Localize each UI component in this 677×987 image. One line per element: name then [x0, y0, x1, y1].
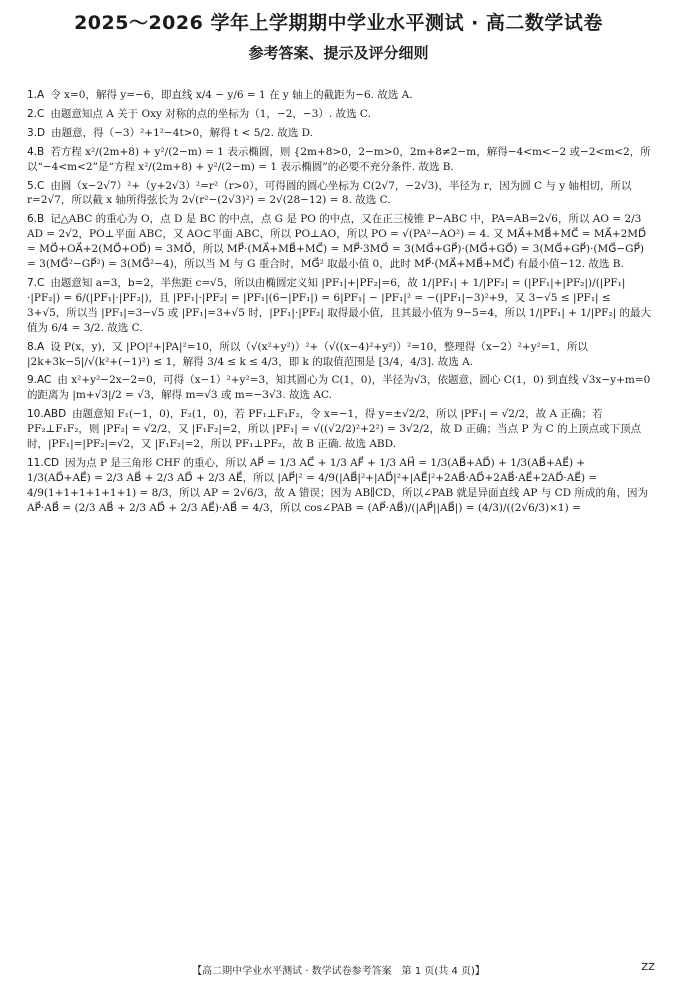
- answer-text: 由题意，得（−3）²+1²−4t>0，解得 t < 5/2. 故选 D.: [51, 126, 313, 139]
- answer-item: [27, 407, 652, 452]
- answer-text: 记△ABC 的重心为 O，点 D 是 BC 的中点，点 G 是 PO 的中点，又在正三棱锥 P−ABC 中，PA=AB=2√6，所以 AO = 2/3 AD = 2√2，PO⊥平面 ABC，又 AO⊂平面 ABC，所以 PO⊥AO，所以 PO = √(PA²−AO²) = 4. 又 MA⃗+MB⃗+MC⃗ = MA⃗+2MD⃗ = MO⃗+OA⃗+2(MO⃗+OD⃗) = 3MO⃗，所以 MP⃗·(MA⃗+MB⃗+MC⃗) = MP⃗·3MO⃗ = 3(MG⃗+GP⃗)·(MG⃗+GO⃗) = 3(MG⃗+GP⃗)·(MG⃗−GP⃗) = 3(MG⃗²−GP⃗²) = 3(MG⃗²−4)，所以当 M 与 G 重合时，MG⃗² 取最小值 0，此时 MP⃗·(MA⃗+MB⃗+MC⃗) 有最小值−12. 故选 B.: [27, 213, 647, 271]
- answer-text: 由题意知点 A 关于 Oxy 对称的点的坐标为（1，−2，−3）. 故选 C.: [50, 107, 371, 120]
- page-subtitle: 参考答案、提示及评分细则: [248, 44, 429, 62]
- page-footer: 【高二期中学业水平测试 · 数学试卷参考答案 第 1 页(共 4 页)】: [192, 966, 485, 977]
- answer-label: 10.ABD: [27, 408, 67, 421]
- answer-text: 若方程 x²/(2m+8) + y²/(2−m) = 1 表示椭圆，则 {2m+8>0，2−m>0，2m+8≠2−m，解得−4<m<−2 或−2<m<2，所以“−4<m<2”是“方程 x²/(2m+8) + y²/(2−m) = 1 表示椭圆”的必要不充分条件. 故选 B.: [27, 145, 651, 173]
- answer-label: 7.C: [27, 276, 45, 289]
- answer-label: 6.B: [27, 213, 45, 226]
- answer-text: 由题意知 a=3，b=2，半焦距 c=√5，所以由椭圆定义知 |PF₁|+|PF₂|=6，故 1/|PF₁| + 1/|PF₂| = (|PF₁|+|PF₂|)/(|PF₁|·|PF₂|) = 6/(|PF₁|·|PF₂|)，且 |PF₁|·|PF₂| = |PF₁|(6−|PF₁|) = 6|PF₁| − |PF₁|² = −(|PF₁|−3)²+9，又 3−√5 ≤ |PF₁| ≤ 3+√5，所以当 |PF₁|=3−√5 或 |PF₁|=3+√5 时，|PF₁|·|PF₂| 取得最小值，且其最小值为 9−5=4，所以 1/|PF₁| + 1/|PF₂| 的最大值为 6/4 = 3/2. 故选 C.: [27, 276, 652, 334]
- answer-item: [27, 373, 652, 403]
- answer-label: 9.AC: [27, 374, 52, 387]
- answer-label: 11.CD: [27, 456, 60, 469]
- answer-item: [27, 88, 652, 103]
- footer-code: ZZ: [641, 962, 655, 973]
- answer-text: 由 x²+y²−2x−2=0，可得（x−1）²+y²=3，知其圆心为 C(1，0)，半径为√3，依题意，圆心 C(1，0) 到直线 √3x−y+m=0 的距离为 |m+√3|/2 = √3，解得 m=√3 或 m=−3√3. 故选 AC.: [27, 374, 651, 402]
- answer-text: 由题意知 F₁(−1，0)，F₂(1，0)，若 PF₁⊥F₁F₂，令 x=−1，得 y=±√2/2，所以 |PF₁| = √2/2，故 A 正确；若 PF₂⊥F₁F₂，则 |PF₂| = √2/2，又 |F₁F₂|=2，所以 |PF₁| = √((√2/2)²+2²) = 3√2/2，故 D 正确；当点 P 为 C 的上顶点或下顶点时，|PF₁|=|PF₂|=√2，又 |F₁F₂|=2，所以 PF₁⊥PF₂，故 B 正确. 故选 ABD.: [27, 408, 642, 451]
- answer-item: [27, 212, 652, 272]
- answer-item: [27, 126, 652, 141]
- answer-label: 8.A: [27, 340, 45, 353]
- answer-label: 2.C: [27, 107, 45, 120]
- page-title: 2025～2026 学年上学期期中学业水平测试 · 高二数学试卷: [74, 12, 603, 34]
- answer-label: 3.D: [27, 126, 46, 139]
- answer-item: [27, 340, 652, 370]
- answer-item: [27, 456, 652, 516]
- answer-text: 设 P(x，y)，又 |PO|²+|PA|²=10，所以（√(x²+y²)）²+（√((x−4)²+y²)）²=10，整理得（x−2）²+y²=1，所以 |2k+3k−5|/√(k²+(−1)²) ≤ 1，解得 3/4 ≤ k ≤ 4/3，即 k 的取值范围是 [3/4，4/3]. 故选 A.: [27, 340, 588, 368]
- answer-label: 5.C: [27, 179, 45, 192]
- answer-item: [27, 179, 652, 209]
- answer-label: 4.B: [27, 145, 45, 158]
- answer-text: 因为点 P 是三角形 CHF 的重心，所以 AP⃗ = 1/3 AC⃗ + 1/3 AF⃗ + 1/3 AH⃗ = 1/3(AB⃗+AD⃗) + 1/3(AB⃗+AE⃗) + 1/3(AD⃗+AE⃗) = 2/3 AB⃗ + 2/3 AD⃗ + 2/3 AE⃗，所以 |AP⃗|² = 4/9(|AB⃗|²+|AD⃗|²+|AE⃗|²+2AB⃗·AD⃗+2AB⃗·AE⃗+2AD⃗·AE⃗) = 4/9(1+1+1+1+1+1) = 8/3，所以 AP = 2√6/3，故 A 错误；因为 AB∥CD，所以∠PAB 就是异面直线 AP 与 CD 所成的角，因为 AP⃗·AB⃗ = (2/3 AB⃗ + 2/3 AD⃗ + 2/3 AE⃗)·AB⃗ = 4/3，所以 cos∠PAB = (AP⃗·AB⃗)/(|AP⃗||AB⃗|) = (4/3)/((2√6/3)×1) =: [27, 456, 648, 514]
- answer-item: [27, 107, 652, 122]
- answer-item: [27, 276, 652, 336]
- answer-list: [27, 88, 652, 520]
- answer-text: 令 x=0，解得 y=−6，即直线 x/4 − y/6 = 1 在 y 轴上的截距为−6. 故选 A.: [50, 89, 413, 101]
- answer-label: 1.A: [27, 89, 45, 101]
- answer-item: [27, 145, 652, 175]
- answer-text: 由圆（x−2√7）²+（y+2√3）²=r²（r>0），可得圆的圆心坐标为 C(2√7，−2√3)，半径为 r，因为圆 C 与 y 轴相切，所以 r=2√7，所以截 x 轴所得弦长为 2√(r²−(2√3)²) = 2√(28−12) = 8. 故选 C.: [27, 179, 632, 207]
